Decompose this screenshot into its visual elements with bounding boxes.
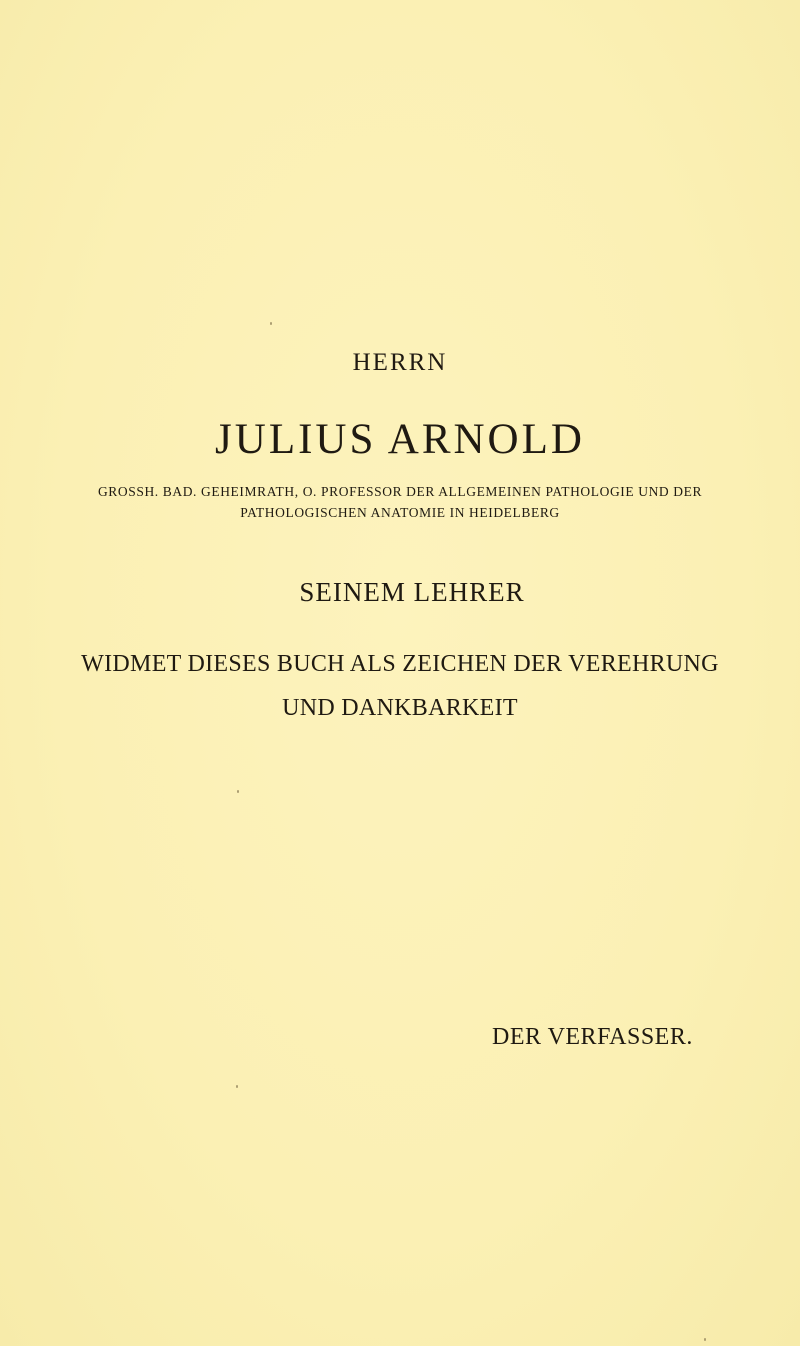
dedicatee-title-line-1: GROSSH. BAD. GEHEIMRATH, O. PROFESSOR DER ALLGEMEINEN PATHOLOGIE UND DER [97, 484, 703, 499]
dedicatee-title-line-2: PATHOLOGISCHEN ANATOMIE IN HEIDELBERG [240, 505, 560, 520]
seinem-lehrer: SEINEM LEHRER [299, 577, 525, 607]
dedicatee-name: JULIUS ARNOLD [215, 416, 585, 463]
dedication-text-line-1: WIDMET DIESES BUCH ALS ZEICHEN DER VEREHRUNG [81, 651, 719, 677]
author-signature: DER VERFASSER. [492, 1024, 693, 1050]
salutation-herrn: HERRN [352, 349, 448, 376]
paper-speck [236, 1085, 238, 1088]
paper-speck [270, 322, 272, 325]
dedication-text-line-2: UND DANKBARKEIT [282, 695, 518, 721]
paper-speck [704, 1338, 706, 1341]
paper-speck [237, 790, 239, 793]
